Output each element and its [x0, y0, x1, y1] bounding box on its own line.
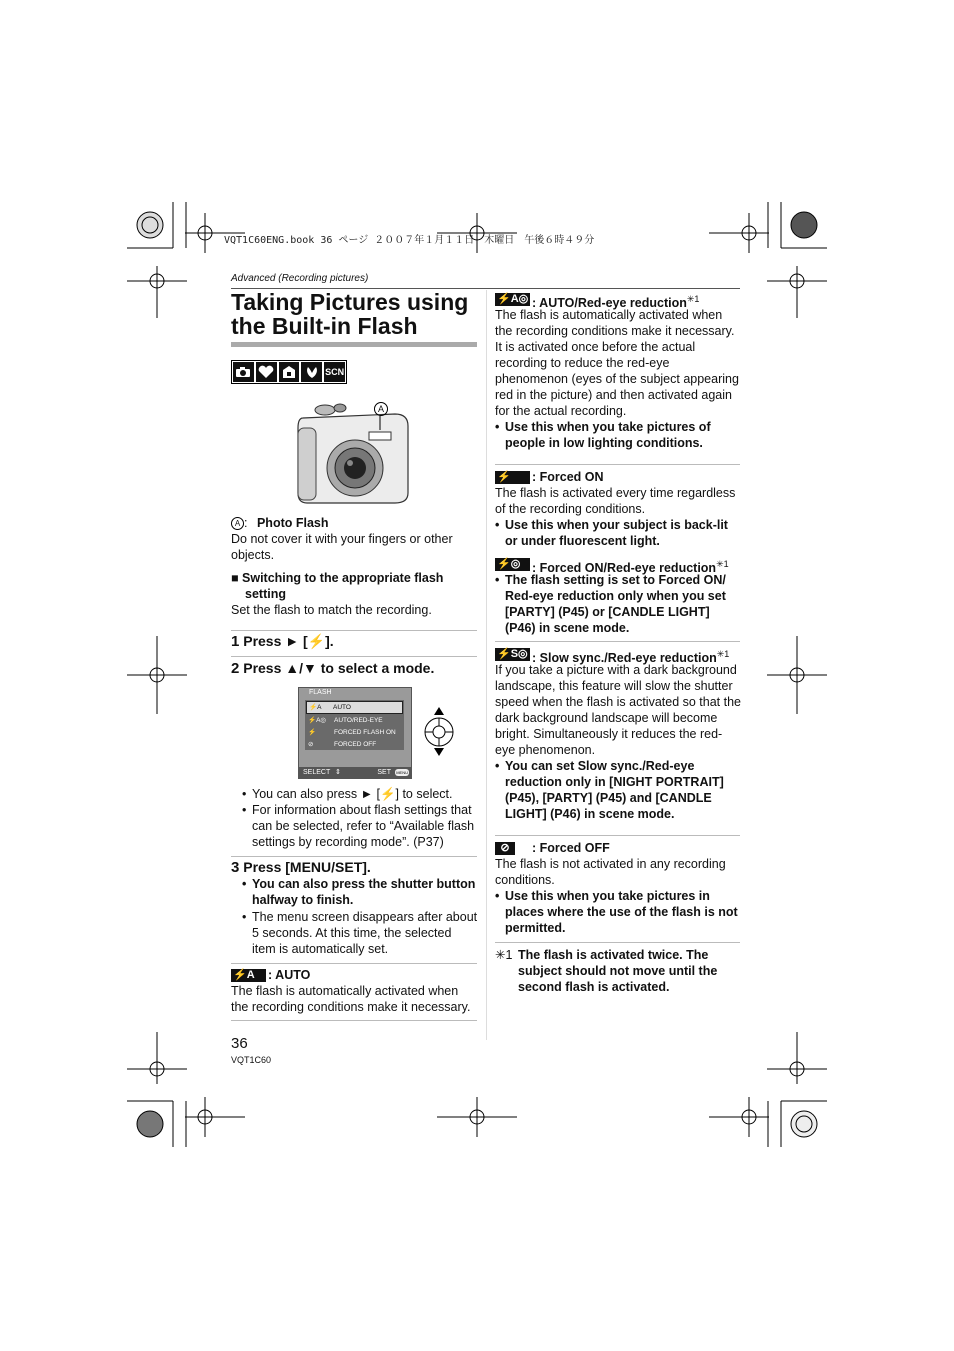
callout-a-small: A	[231, 517, 244, 530]
auto-mode-block: ⚡A : AUTO The flash is automatically activated when the recording conditions make it necessary.	[231, 968, 471, 1014]
flash-forced-on-icon: ⚡	[495, 471, 530, 484]
scn-icon: SCN	[324, 362, 345, 382]
menu-item-forced-on[interactable]: ⚡ FORCED FLASH ON	[308, 729, 396, 736]
flash-off-icon: ⊘	[495, 842, 515, 855]
page-number: 36	[231, 1035, 248, 1052]
callout-a: A	[374, 402, 388, 416]
footnote: ✳1 The flash is activated twice. The subject should not move until the second flash is activated.	[495, 948, 718, 994]
step-1: 1 Press ► [⚡].	[231, 633, 334, 650]
auto-red-eye-block: ⚡A◎ : AUTO/Red-eye reduction$^{✳1}$ The flash is automatically activated when the recording conditions make it necessary. It is activated once before the actual recording to reduce the red-eye phenomenon (eyes of the subject appearing red in the picture) and then activated again for the actual recording. • Use this when you take pictures of people in low lighting conditions.	[495, 291, 741, 451]
menu-footer: SELECT ⇕ SET MENU	[299, 767, 411, 778]
flash-auto-icon: ⚡A	[231, 969, 266, 982]
page-code: VQT1C60	[231, 1055, 272, 1065]
page-title: Taking Pictures using the Built-in Flash	[231, 289, 469, 339]
flash-auto-red-eye-icon: ⚡A◎	[497, 293, 529, 305]
intelligent-icon	[279, 362, 300, 382]
mode-icons	[231, 360, 347, 384]
switching-block: ■ Switching to the appropriate flash setting Set the flash to match the recording.	[231, 571, 444, 617]
flash-menu-screen	[298, 687, 412, 779]
forced-off-block: ⊘ : Forced OFF The flash is not activated in any recording conditions. • Use this when you take pictures in places where the use of the flash is not permitted.	[495, 840, 741, 936]
step3-bullets: • You can also press the shutter button halfway to finish. • The menu screen disappears after about 5 seconds. At this time, the selected item is automatically set.	[242, 876, 478, 957]
forced-on-block: ⚡ : Forced ON The flash is activated every time regardless of the recording conditions. • Use this when your subject is back-lit or under fluorescent light.	[495, 469, 741, 549]
photo-flash-block: A : Photo Flash Do not cover it with your fingers or other objects.	[231, 516, 453, 562]
camera-illustration	[295, 398, 415, 508]
step-2: 2 Press ▲/▼ to select a mode.	[231, 660, 435, 677]
slow-sync-block: ⚡S◎ : Slow sync./Red-eye reduction$^{✳1}$ If you take a picture with a dark background landscape, this feature will slow the shutter speed when the flash is activated so that the dark background landscape will become bright. Simultaneously it reduces the red-eye phenomenon. • You can set Slow sync./Red-eye reduction only in [NIGHT PORTRAIT] (P45), [PARTY] (P45) and [CANDLE LIGHT] (P46) in scene mode.	[495, 646, 741, 822]
menu-item-auto[interactable]: ⚡A AUTO	[306, 701, 403, 714]
cursor-pad-icon	[420, 705, 458, 757]
menu-item-auto-red-eye[interactable]: ⚡A◎ AUTO/RED-EYE	[308, 717, 383, 724]
menu-list	[305, 700, 404, 750]
flash-slow-sync-icon: ⚡S◎	[495, 648, 530, 661]
heart-icon	[256, 362, 277, 382]
title-underline	[231, 342, 477, 347]
macro-icon	[301, 362, 322, 382]
forced-on-red-eye-block: ⚡◎ : Forced ON/Red-eye reduction$^{✳1}$ • The flash setting is set to Forced ON/ Red-eye reduction only when you set [PARTY] (P45) or [CANDLE LIGHT] (P46) in scene mode.	[495, 556, 741, 636]
camera-icon	[233, 362, 254, 382]
print-header: VQT1C60ENG.book 36 ページ ２００７年１月１１日 木曜日 午後６時４９分	[224, 235, 595, 246]
step-3: 3 Press [MENU/SET].	[231, 859, 371, 876]
menu-item-forced-off[interactable]: ⊘ FORCED OFF	[308, 741, 377, 748]
menu-title: FLASH	[309, 689, 332, 696]
flash-forced-on-red-eye-icon: ⚡◎	[495, 558, 530, 571]
step2-bullets: • You can also press ► [⚡] to select. • For information about flash settings that can be selected, refer to “Available flash settings by recording mode”. (P37)	[242, 786, 478, 850]
section-label: Advanced (Recording pictures)	[231, 273, 369, 284]
